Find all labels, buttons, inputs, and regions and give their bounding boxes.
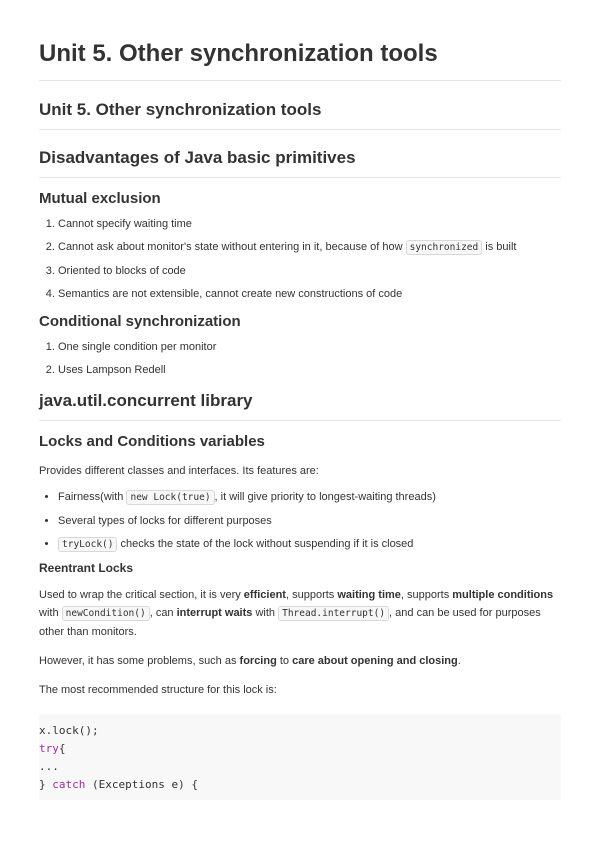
list-item: 1. One single condition per monitor — [58, 340, 561, 354]
inline-code: tryLock() — [58, 537, 117, 552]
list-item: 4. Semantics are not extensible, cannot create new constructions of code — [58, 287, 561, 301]
unit-heading: Unit 5. Other synchronization tools — [39, 100, 561, 130]
list-item: 3. Oriented to blocks of code — [58, 264, 561, 278]
conditional-sync-heading: Conditional synchronization — [39, 313, 241, 330]
list-item: 2. Uses Lampson Redell — [58, 363, 561, 377]
list-item: • Fairness(with new Lock(true) , it will give priority to longest-waiting threads) — [58, 490, 561, 505]
reentrant-description: Used to wrap the critical section, it is very efficient, supports waiting time, supports multiple conditions with newCondition() , can interrupt waits with Thread.interrupt() , and can be used for purposes other than monitors. — [39, 589, 554, 638]
list-item: 1. Cannot specify waiting time — [58, 217, 561, 231]
reentrant-locks-heading: Reentrant Locks — [39, 561, 134, 575]
locks-heading: Locks and Conditions variables — [39, 433, 265, 450]
disadvantages-heading: Disadvantages of Java basic primitives — [39, 148, 561, 178]
recommended-structure-text: The most recommended structure for this lock is: — [39, 684, 277, 696]
list-item: 2. Cannot ask about monitor's state without entering in it, because of how synchronized is built — [58, 240, 561, 255]
code-line: x.lock(); — [39, 724, 99, 737]
locks-features-list — [39, 490, 561, 552]
locks-intro: Provides different classes and interfaces. Its features are: — [39, 465, 319, 477]
list-item: • tryLock() checks the state of the lock without suspending if it is closed — [58, 537, 561, 552]
page-title: Unit 5. Other synchronization tools — [39, 40, 561, 81]
code-line: try{ — [39, 742, 66, 755]
library-heading: java.util.concurrent library — [39, 391, 561, 421]
inline-code: new Lock(true) — [126, 490, 214, 505]
reentrant-problems: However, it has some problems, such as forcing to care about opening and closing. — [39, 655, 461, 667]
inline-code: newCondition() — [62, 606, 150, 621]
inline-code: Thread.interrupt() — [278, 606, 389, 621]
mutual-exclusion-heading: Mutual exclusion — [39, 190, 161, 207]
code-line: } catch (Exceptions e) { — [39, 778, 198, 791]
inline-code: synchronized — [406, 240, 483, 255]
conditional-sync-list — [39, 340, 561, 377]
code-block — [39, 714, 561, 800]
mutual-exclusion-list — [39, 217, 561, 301]
list-item: • Several types of locks for different purposes — [58, 514, 561, 528]
code-line: ... — [39, 760, 59, 773]
